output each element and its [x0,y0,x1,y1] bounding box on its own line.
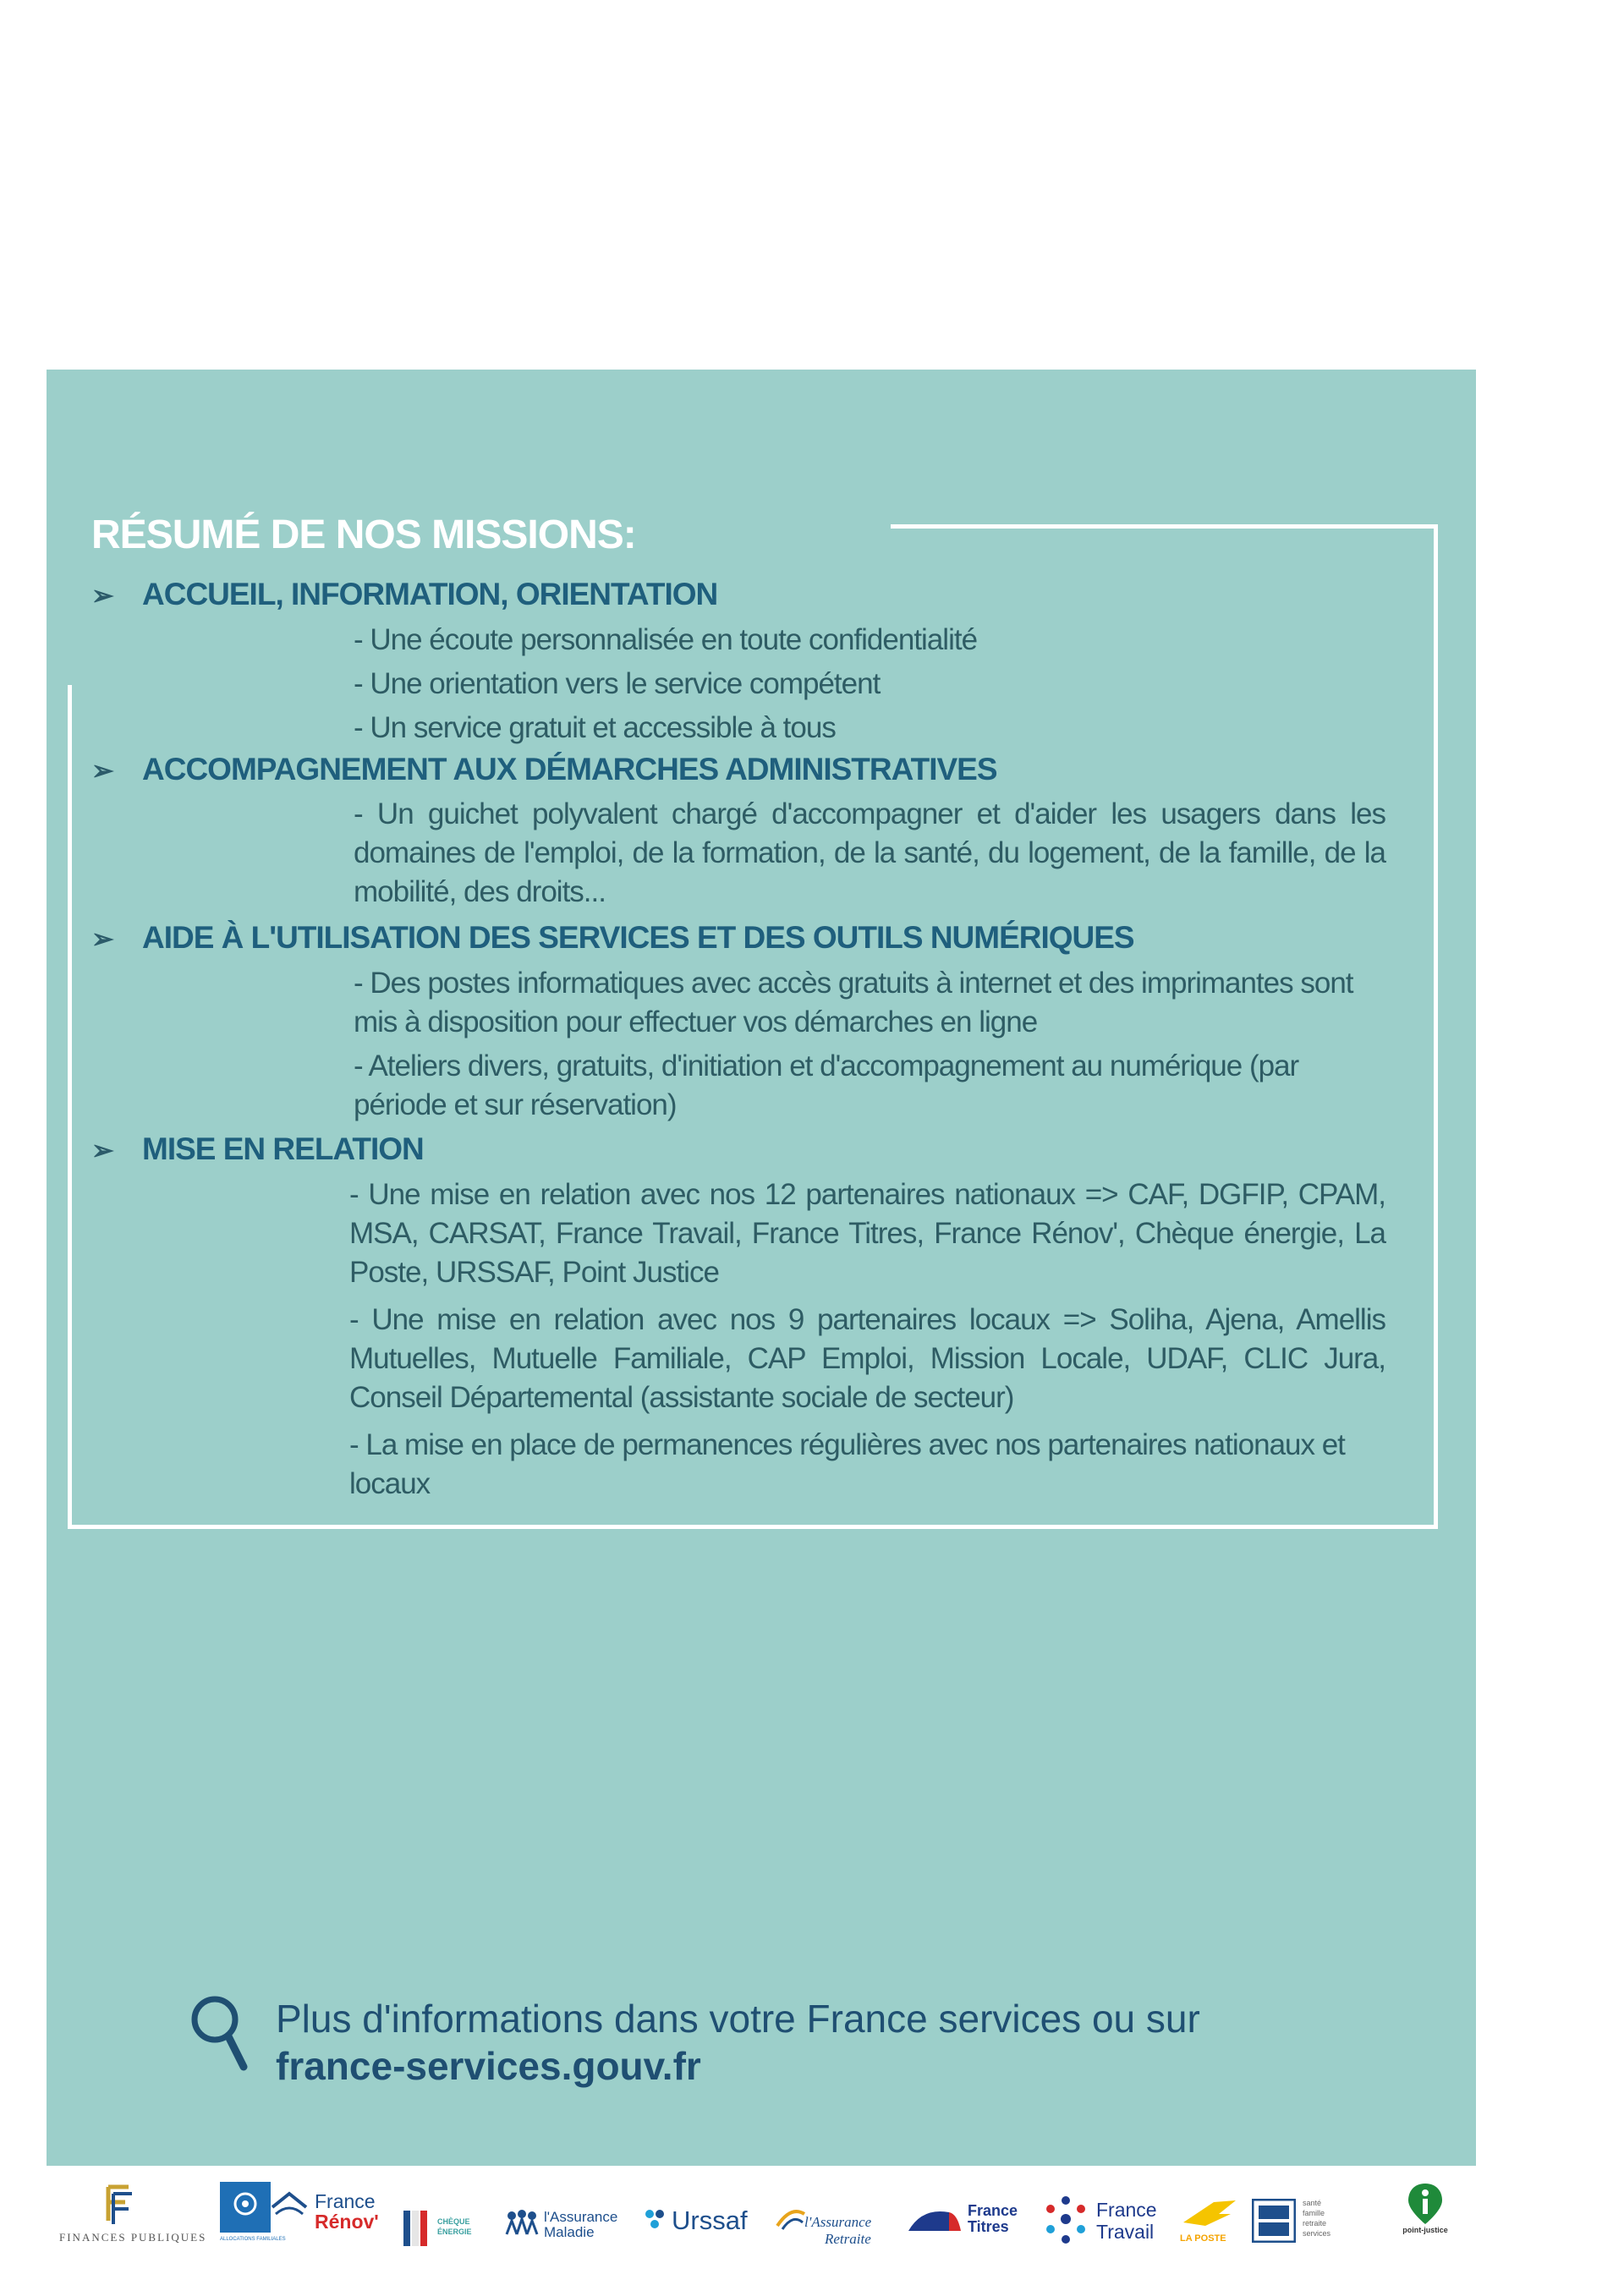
la-poste-logo [1180,2197,1256,2244]
msa-line3: retraite [1303,2219,1327,2228]
mission-item: - Une écoute personnalisée en toute confidentialité [354,623,978,656]
arrow-bullet-icon: ➢ [91,580,113,611]
la-poste-bird-icon [1180,2197,1239,2229]
section-heading-text: MISE EN RELATION [142,1132,424,1166]
france-titres-line1: France [968,2202,1018,2219]
mission-item: - Un guichet polyvalent chargé d'accompagner et d'aider les usagers dans les domaines de l'emploi, de la formation, de la santé, du logement, de la famille, de la mobilité, des droits... [354,797,1385,908]
info-pin-icon [1405,2182,1446,2226]
section-heading-accompagnement [91,752,997,787]
france-renov-line2: Rénov' [315,2211,379,2233]
section-heading-text: AIDE À L'UTILISATION DES SERVICES ET DES OUTILS NUMÉRIQUES [142,920,1134,955]
point-justice-text: point-justice [1402,2226,1448,2234]
arrow-bullet-icon: ➢ [91,755,113,786]
point-justice-logo [1374,2182,1476,2234]
website-link[interactable]: france-services.gouv.fr [276,2044,701,2088]
assurance-retraite-line1: l'Assurance [804,2214,872,2230]
house-icon [269,2190,310,2222]
urssaf-text: Urssaf [672,2206,748,2235]
msa-emblem-icon [1252,2199,1296,2243]
finances-emblem-icon [102,2182,135,2226]
section-heading-text: ACCOMPAGNEMENT AUX DÉMARCHES ADMINISTRATIVES [142,752,997,786]
urssaf-mark-icon [643,2207,668,2233]
mission-item: - Une mise en relation avec nos 12 partenaires nationaux => CAF, DGFIP, CPAM, MSA, CARSAT, France Travail, France Titres, France Rénov', Chèque énergie, La Poste, URSSAF, Point Justice [349,1178,1385,1289]
flag-icon [402,2207,432,2249]
mission-item: - Un service gratuit et accessible à tous [354,711,836,744]
frame-border-bottom [68,1525,1438,1529]
assurance-maladie-line1: l'Assurance [544,2209,618,2225]
section-heading-numerique [91,920,1134,956]
france-travail-dots-icon [1040,2194,1091,2248]
la-poste-text: LA POSTE [1180,2233,1226,2244]
finances-publiques-logo [59,2182,207,2244]
frame-border-right [1434,524,1438,1529]
section-heading-mise-en-relation [91,1132,424,1167]
france-travail-line1: France [1096,2199,1157,2221]
france-titres-mark-icon [905,2206,964,2236]
assurance-maladie-line2: Maladie [544,2224,595,2240]
info-text: Plus d'informations dans votre France services ou sur [276,1997,1200,2041]
france-travail-line2: Travail [1096,2221,1155,2243]
section-heading-text: ACCUEIL, INFORMATION, ORIENTATION [142,577,718,611]
mission-item: - Des postes informatiques avec accès gratuits à internet et des imprimantes sont mis à disposition pour effectuer vos démarches en ligne [354,967,1353,1038]
caf-emblem-icon [220,2182,271,2233]
msa-line4: services [1303,2229,1331,2238]
cheque-line1: CHÈQUE [437,2217,470,2226]
msa-line1: santé [1303,2199,1322,2207]
search-icon [188,1992,255,2077]
cheque-line2: ÉNERGIE [437,2228,472,2236]
arrow-bullet-icon: ➢ [91,1135,113,1165]
mission-item: - La mise en place de permanences régulières avec nos partenaires nationaux et locaux [349,1428,1345,1500]
mission-item: - Ateliers divers, gratuits, d'initiation et d'accompagnement au numérique (par période et sur réservation) [354,1049,1299,1121]
finances-publiques-text: FINANCES PUBLIQUES [59,2231,207,2244]
page-title: RÉSUMÉ DE NOS MISSIONS: [91,512,636,557]
people-icon [503,2209,540,2239]
mission-item: - Une orientation vers le service compétent [354,667,881,700]
assurance-retraite-line2: Retraite [825,2231,871,2247]
mission-item: - Une mise en relation avec nos 9 partenaires locaux => Soliha, Ajena, Amellis Mutuelles, Mutuelle Familiale, CAP Emploi, Mission Locale, UDAF, CLIC Jura, Conseil Départemental (assistante sociale de secteur) [349,1303,1385,1414]
retraite-swirl-icon [774,2206,808,2231]
section-heading-accueil [91,577,717,612]
frame-border-top [891,524,1438,529]
frame-border-left [68,685,72,1529]
partner-logos-bar [59,2182,1497,2275]
arrow-bullet-icon: ➢ [91,923,113,954]
caf-text: ALLOCATIONS FAMILIALES [220,2237,286,2242]
france-renov-line1: France [315,2190,376,2212]
france-titres-line2: Titres [968,2218,1009,2235]
msa-line2: famille [1303,2209,1325,2217]
